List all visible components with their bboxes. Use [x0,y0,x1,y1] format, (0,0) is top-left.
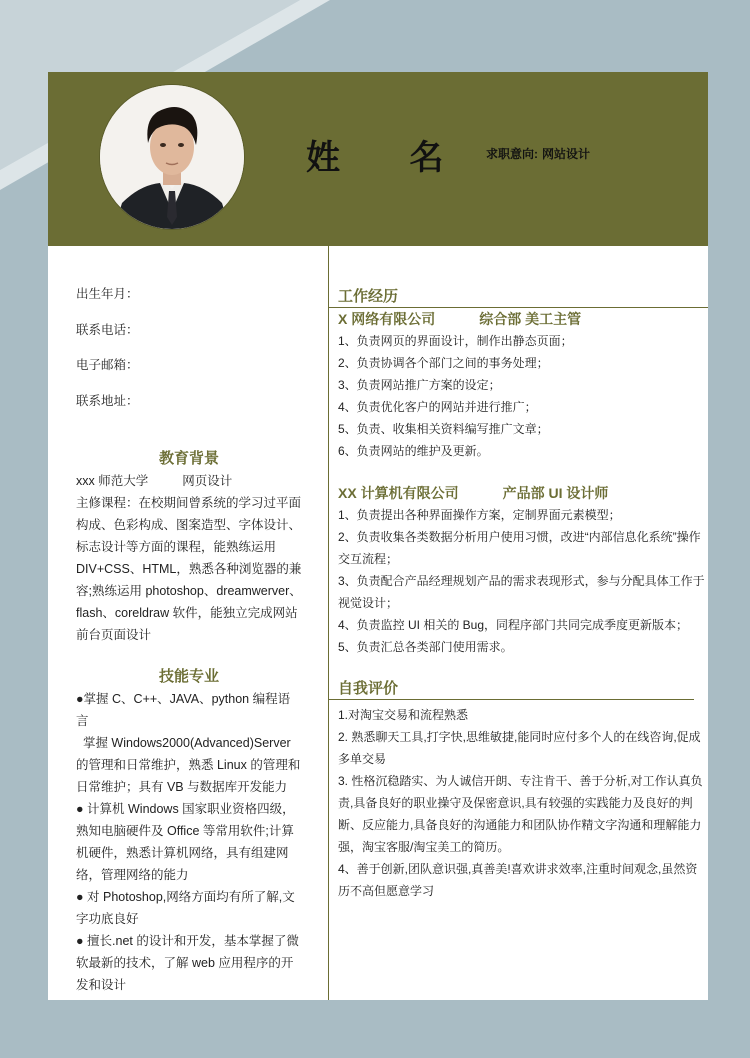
job-header [338,308,708,330]
work-title-rule [328,307,708,309]
skills-title: 技能专业 [158,668,219,685]
self-eval-section-header [338,678,708,700]
job-duty: 5、负责汇总各类部门使用需求。 [338,640,513,654]
job-intent [486,145,590,162]
job-duty: 3、负责网站推广方案的设定； [338,378,501,392]
contact-address: 联系地址： [76,393,139,408]
contact-birth: 出生年月： [76,287,139,301]
job-duty: 4、负责监控 UI 相关的 Bug，同程序部门共同完成季度更新版本； [338,618,689,632]
skill-item: ● 计算机 Windows 国家职业资格四级，熟知电脑硬件及 Office 等常用软件;计算机硬件，熟悉计算机网络，具有组建网络，管理网络的能力 [76,802,295,882]
job-duty: 2、负责收集各类数据分析用户使用习惯，改进“内部信息化系统”操作交互流程； [338,530,701,566]
job-duty: 3、负责配合产品经理规划产品的需求表现形式，参与分配具体工作于视觉设计； [338,574,705,610]
avatar [99,84,245,230]
skill-item: ● 擅长.net 的设计和开发，基本掌握了微软最新的技术，了解 web 应用程序的开发和设计 [76,934,299,992]
self-eval-item: 1.对淘宝交易和流程熟悉 [338,708,469,722]
work-title: 工作经历 [338,288,399,305]
column-divider [328,246,329,1000]
education-courses: 主修课程：在校期间曾系统的学习过平面构成、色彩构成、图案造型、字体设计、标志设计等方面的课程，能熟练运用DIV+CSS、HTML，熟悉各种浏览器的兼容;熟练运用 photoshop、dreamwerver、flash、coreldraw 软件，能独立完成网站前台页面设计 [76,496,302,642]
left-column [76,286,302,996]
work-section-header [338,286,708,308]
self-eval-item: 2. 熟悉聊天工具,打字快,思维敏捷,能同时应付多个人的在线咨询,促成多单交易 [338,730,701,766]
job-dept: 产品部 UI 设计师 [502,485,609,501]
job-intent-label: 求职意向: [486,147,538,161]
contact-email: 电子邮箱： [76,358,139,372]
job-dept: 综合部 美工主管 [479,311,582,327]
job-duty: 1、负责网页的界面设计，制作出静态页面； [338,334,573,348]
job-company: XX 计算机有限公司 [338,485,459,501]
resume-page [48,72,708,1000]
job-duty: 1、负责提出各种界面操作方案，定制界面元素模型； [338,508,621,522]
job-header [338,482,708,504]
school-name: xxx 师范大学 [76,474,149,488]
job-duty: 6、负责网站的维护及更新。 [338,444,489,458]
job-company: X 网络有限公司 [338,311,436,327]
self-eval-title-rule [328,699,694,701]
self-eval-title: 自我评价 [338,680,399,697]
contact-phone: 联系电话： [76,322,139,337]
skill-item: ●掌握 C、C++、JAVA、python 编程语言 [76,692,291,728]
self-eval-item: 4、善于创新,团队意识强,真善美!喜欢讲求效率,注重时间观念,虽然资历不高但愿意学习 [338,862,698,898]
right-column [338,286,708,902]
skill-item: 掌握 Windows2000(Advanced)Server 的管理和日常维护，熟悉 Linux 的管理和日常维护；具有 VB 与数据库开发能力 [76,736,301,794]
self-eval-item: 3. 性格沉稳踏实、为人诚信开朗、专注肯干、善于分析,对工作认真负责,具备良好的职业操守及保密意识,具有较强的实践能力及良好的判断、反应能力,具备良好的沟通能力和团队协作精文字沟通和理解能力强，淘宝客服/淘宝美工的简历。 [338,774,703,854]
portrait-image [100,85,244,229]
major-name: 网页设计 [182,474,233,488]
job-intent-value: 网站设计 [542,147,591,161]
applicant-name: 姓 名 [306,139,474,177]
job-duty: 2、负责协调各个部门之间的事务处理； [338,356,549,370]
resume-header [48,72,708,246]
skill-item: ● 对 Photoshop,网络方面均有所了解,文字功底良好 [76,890,295,926]
job-duty: 5、负责、收集相关资料编写推广文章； [338,422,549,436]
education-school-row [76,470,302,492]
education-title: 教育背景 [158,450,219,467]
job-duty: 4、负责优化客户的网站并进行推广； [338,400,537,414]
